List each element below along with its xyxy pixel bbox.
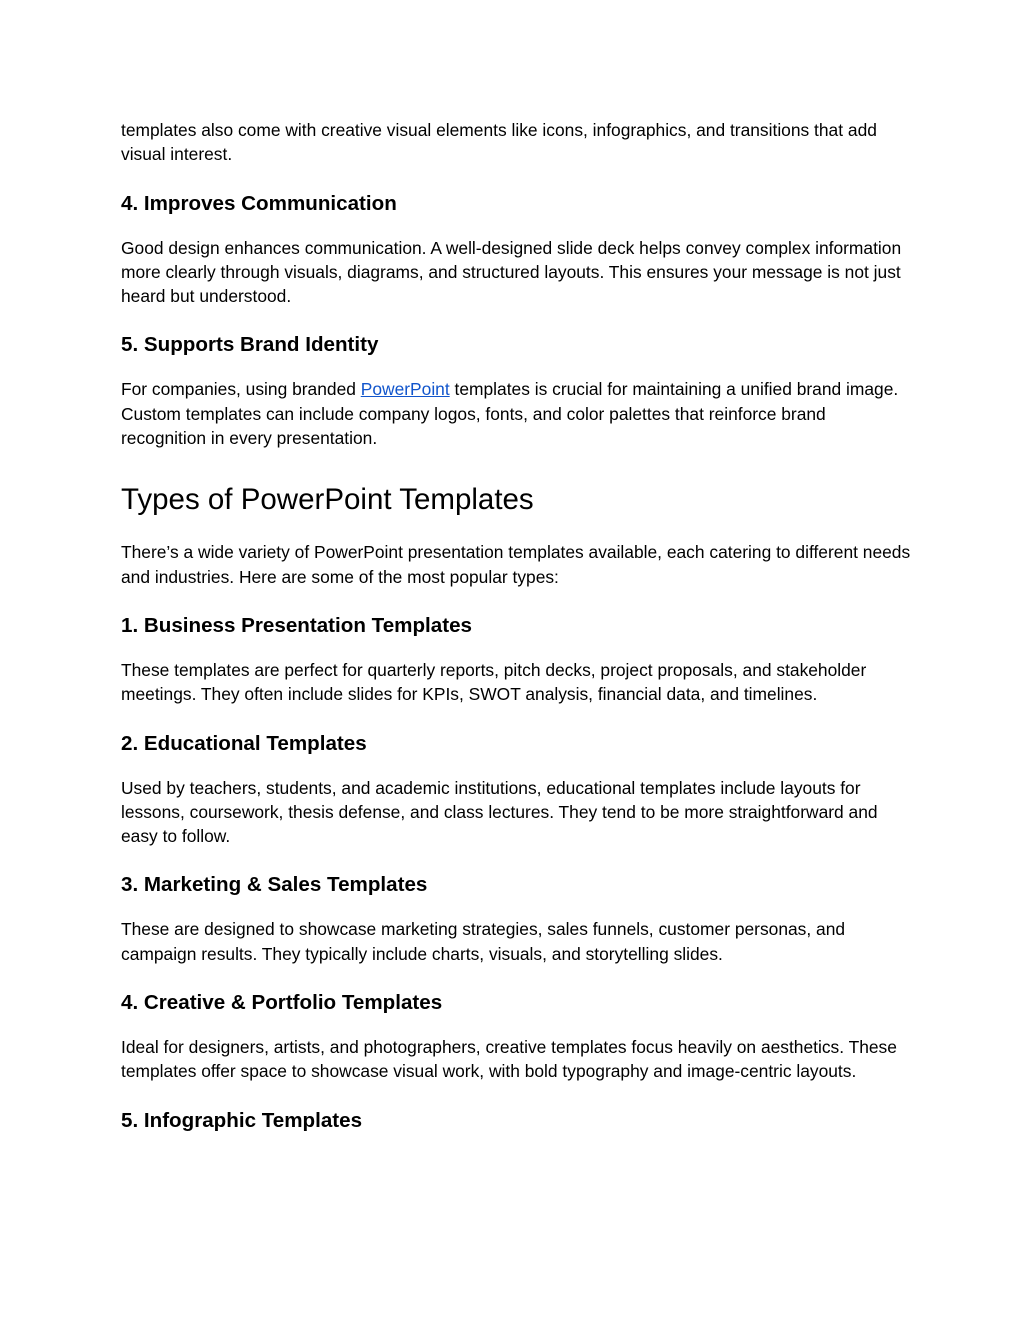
heading-improves-communication: 4. Improves Communication <box>121 191 397 215</box>
paragraph-supports-brand-identity <box>121 377 911 450</box>
paragraph-improves-communication: Good design enhances communication. A well-designed slide deck helps convey complex information more clearly through visuals, diagrams, and structured layouts. This ensures your message is not just heard but understood. <box>121 237 902 307</box>
paragraph-business-templates: These templates are perfect for quarterly reports, pitch decks, project proposals, and stakeholder meetings. They often include slides for KPIs, SWOT analysis, financial data, and timelines. <box>121 659 867 705</box>
paragraph-creative-templates: Ideal for designers, artists, and photographers, creative templates focus heavily on aesthetics. These templates offer space to showcase visual work, with bold typography and image-centric layouts. <box>121 1037 897 1082</box>
brand-text-after-link: templates is crucial for maintaining a unified brand image. Custom templates can include company logos, fonts, and color palettes that reinforce brand recognition in every presentation. <box>121 379 899 449</box>
heading-supports-brand-identity: 5. Supports Brand Identity <box>121 333 379 357</box>
heading-types-of-templates: Types of PowerPoint Templates <box>121 483 534 517</box>
powerpoint-link[interactable]: PowerPoint <box>360 379 450 400</box>
heading-business-templates: 1. Business Presentation Templates <box>121 613 472 637</box>
document-page <box>121 118 911 1135</box>
intro-paragraph: templates also come with creative visual elements like icons, infographics, and transitions that add visual interest. <box>121 120 877 165</box>
paragraph-types-intro: There’s a wide variety of PowerPoint presentation templates available, each catering to different needs and industries. Here are some of the most popular types: <box>121 542 911 587</box>
heading-educational-templates: 2. Educational Templates <box>121 731 367 755</box>
paragraph-educational-templates: Used by teachers, students, and academic institutions, educational templates include layouts for lessons, coursework, thesis defense, and class lectures. They tend to be more straightforward and easy to follow. <box>121 777 878 847</box>
heading-creative-templates: 4. Creative & Portfolio Templates <box>121 991 443 1015</box>
heading-infographic-templates: 5. Infographic Templates <box>121 1108 363 1132</box>
paragraph-marketing-templates: These are designed to showcase marketing strategies, sales funnels, customer personas, and campaign results. They typically include charts, visuals, and storytelling slides. <box>121 919 846 964</box>
heading-marketing-templates: 3. Marketing & Sales Templates <box>121 873 428 897</box>
brand-text-before-link: For companies, using branded <box>121 379 361 400</box>
